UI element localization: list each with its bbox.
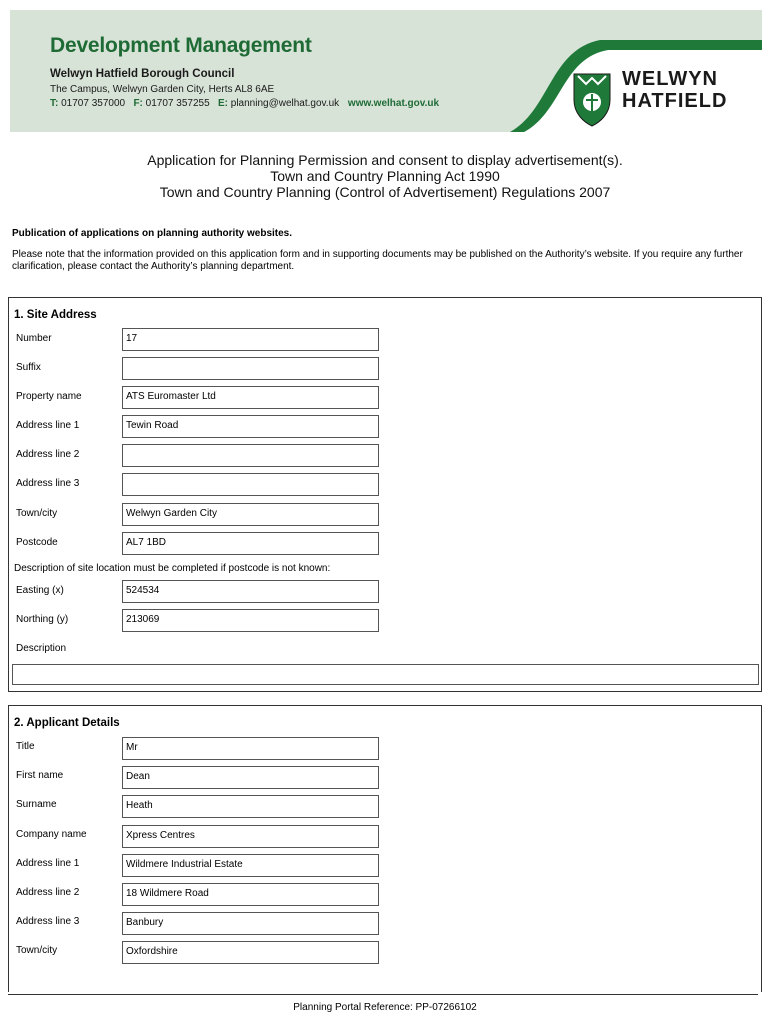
field-label: First name (16, 770, 64, 781)
field-label: Address line 1 (16, 858, 80, 869)
telephone: 01707 357000 (61, 98, 126, 109)
property-name-field[interactable]: ATS Euromaster Ltd (122, 386, 379, 409)
easting-field[interactable]: 524534 (122, 580, 379, 603)
applicant-details-section (8, 705, 762, 992)
section-heading: 2. Applicant Details (14, 717, 120, 729)
field-label: Address line 2 (16, 887, 80, 898)
number-field[interactable]: 17 (122, 328, 379, 351)
field-label: Easting (x) (16, 585, 64, 596)
surname-field[interactable]: Heath (122, 795, 379, 818)
title-field[interactable]: Mr (122, 737, 379, 760)
field-label: Surname (16, 799, 57, 810)
field-label: Address line 3 (16, 916, 80, 927)
publication-notice: Please note that the information provided on this application form and in supporting documents may be published on the Authority’s website. If you require any further clarification, please contact the Authority’s planning department. (12, 249, 743, 272)
department-title: Development Management (50, 34, 312, 57)
company-name-field[interactable]: Xpress Centres (122, 825, 379, 848)
first-name-field[interactable]: Dean (122, 766, 379, 789)
footer-divider (8, 994, 758, 995)
email-label: E: (217, 98, 228, 109)
council-logo-text: WELWYN HATFIELD (622, 68, 728, 112)
site-address-section (8, 297, 762, 692)
field-label: Address line 3 (16, 478, 80, 489)
town-field[interactable]: Oxfordshire (122, 941, 379, 964)
letterhead (10, 10, 762, 132)
address-line1-field[interactable]: Tewin Road (122, 415, 379, 438)
field-label: Suffix (16, 362, 41, 373)
address-line3-field[interactable] (122, 473, 379, 496)
fax-label: F: (133, 98, 143, 109)
field-label: Address line 2 (16, 449, 80, 460)
field-label: Town/city (16, 945, 58, 956)
crest-icon (570, 70, 614, 128)
field-label: Property name (16, 391, 82, 402)
field-label: Company name (16, 829, 87, 840)
address-line3-field[interactable]: Banbury (122, 912, 379, 935)
field-label: Town/city (16, 508, 58, 519)
address-line1-field[interactable]: Wildmere Industrial Estate (122, 854, 379, 877)
address-line2-field[interactable] (122, 444, 379, 467)
address-line2-field[interactable]: 18 Wildmere Road (122, 883, 379, 906)
council-contact (50, 98, 439, 109)
location-note: Description of site location must be completed if postcode is not known: (14, 563, 331, 574)
section-heading: 1. Site Address (14, 309, 97, 321)
fax: 01707 357255 (145, 98, 210, 109)
tel-label: T: (50, 98, 59, 109)
document-title: Application for Planning Permission and consent to display advertisement(s). Town and Country Planning Act 1990 Town and Country Planning (Control of Advertisement) Regulations 2007 (147, 152, 623, 200)
email: planning@welhat.gov.uk (230, 98, 340, 109)
field-label: Title (16, 741, 35, 752)
publication-heading: Publication of applications on planning authority websites. (12, 228, 293, 239)
council-address: The Campus, Welwyn Garden City, Herts AL8 6AE (50, 84, 275, 95)
postcode-field[interactable]: AL7 1BD (122, 532, 379, 555)
northing-field[interactable]: 213069 (122, 609, 379, 632)
website-link[interactable]: www.welhat.gov.uk (347, 98, 440, 109)
field-label: Northing (y) (16, 614, 69, 625)
field-label: Description (16, 643, 67, 654)
suffix-field[interactable] (122, 357, 379, 380)
field-label: Address line 1 (16, 420, 80, 431)
town-field[interactable]: Welwyn Garden City (122, 503, 379, 526)
council-name: Welwyn Hatfield Borough Council (50, 68, 235, 80)
field-label: Postcode (16, 537, 58, 548)
portal-reference: Planning Portal Reference: PP-07266102 (293, 1002, 477, 1013)
field-label: Number (16, 333, 52, 344)
description-field[interactable] (12, 664, 759, 685)
